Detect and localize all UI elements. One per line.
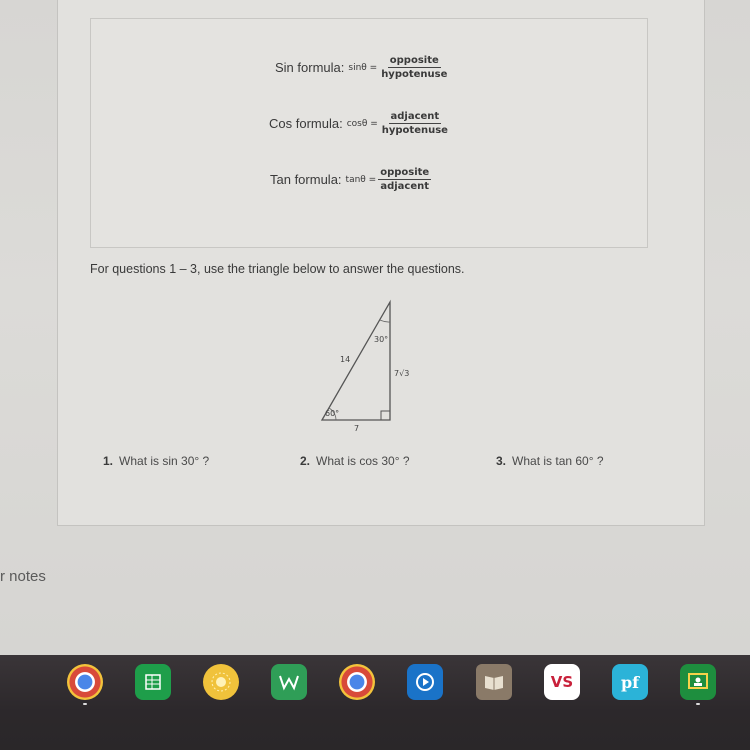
formula-fraction: [378, 167, 431, 192]
fraction-denominator: hypotenuse: [381, 69, 448, 80]
question-text: What is sin 30° ?: [119, 454, 210, 468]
formula-fraction: [379, 55, 449, 80]
formula-fraction: [380, 111, 450, 136]
angle-label-top: 30°: [374, 335, 389, 344]
fraction-numerator: adjacent: [390, 111, 440, 122]
question-3: [496, 454, 604, 468]
adjacent-label: 7: [354, 424, 360, 433]
sun-app-icon[interactable]: [203, 664, 239, 700]
classroom-icon[interactable]: [680, 664, 716, 700]
fraction-denominator: hypotenuse: [381, 125, 448, 136]
w-app-icon[interactable]: [271, 664, 307, 700]
instructions-text: For questions 1 – 3, use the triangle below to answer the questions.: [90, 262, 465, 276]
formula-variable: cosθ =: [346, 118, 378, 129]
formula-label: Cos formula:: [269, 116, 343, 131]
fraction-numerator: opposite: [389, 55, 439, 66]
cos-formula: [269, 111, 450, 136]
chrome-icon[interactable]: [67, 664, 103, 700]
screencast-icon[interactable]: [407, 664, 443, 700]
question-text: What is tan 60° ?: [512, 454, 604, 468]
question-text: What is cos 30° ?: [316, 454, 410, 468]
triangle-shape: [322, 302, 390, 420]
question-number: 2.: [300, 454, 311, 468]
angle-label-bottom: 60°: [325, 409, 340, 418]
hypotenuse-label: 14: [340, 355, 351, 364]
pf-app-icon[interactable]: pf: [612, 664, 648, 700]
formula-variable: sinθ =: [348, 62, 378, 73]
angle-arc-30: [380, 320, 390, 322]
vs-app-icon[interactable]: VS: [544, 664, 580, 700]
question-number: 3.: [496, 454, 507, 468]
question-2: [300, 454, 410, 468]
right-angle-mark: [381, 411, 390, 420]
sin-formula: [275, 55, 449, 80]
formula-label: Tan formula:: [270, 172, 342, 187]
opposite-label: 7√3: [394, 369, 410, 378]
sheets-icon[interactable]: [135, 664, 171, 700]
speaker-notes-label[interactable]: r notes: [0, 568, 46, 585]
active-indicator: [696, 703, 700, 705]
fraction-denominator: adjacent: [380, 181, 430, 192]
fraction-numerator: opposite: [380, 167, 430, 178]
triangle-diagram: [318, 298, 418, 438]
book-app-icon[interactable]: [476, 664, 512, 700]
question-1: [103, 454, 209, 468]
chrome-icon[interactable]: [339, 664, 375, 700]
question-number: 1.: [103, 454, 114, 468]
tan-formula: [270, 167, 431, 192]
formula-variable: tanθ =: [345, 174, 377, 185]
active-indicator: [83, 703, 87, 705]
formula-label: Sin formula:: [275, 60, 345, 75]
